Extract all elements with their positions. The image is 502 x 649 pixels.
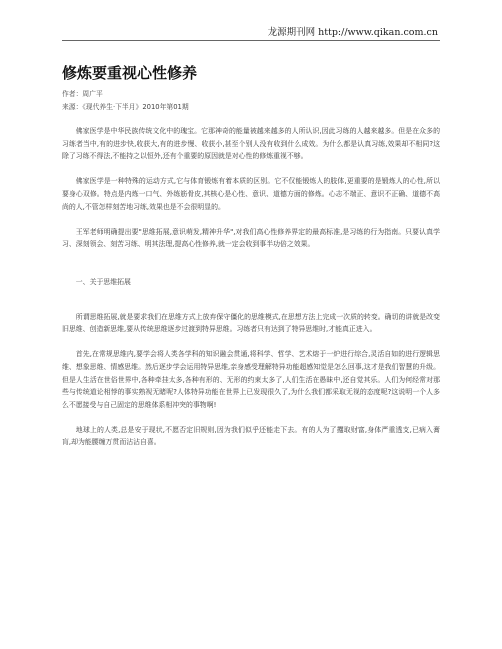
- article-body: [62, 125, 440, 449]
- site-header: 龙源期刊网 http://www.qikan.com.cn: [267, 27, 438, 38]
- source-line: 来源：《现代养生·下半月》2010年第01期: [62, 103, 189, 111]
- author-line: 作者：周广平: [62, 90, 103, 98]
- section-heading: 一、关于思维拓展: [75, 277, 131, 286]
- article-title: 修炼要重视心性修养: [62, 64, 198, 82]
- paragraph: 地球上的人类,总是安于现状,不愿否定旧规则,因为我们似乎还能走下去。有的人为了攫取财富,身体严重透支,已病入膏肓,却为能腰缠万贯而沾沾自喜。: [62, 425, 440, 447]
- header-divider: [62, 40, 440, 41]
- paragraph: 佛家医学是中华民族传统文化中的瑰宝。它那神奇的能量被越来越多的人所认识,因此习练的人越来越多。但是在众多的习练者当中,有的进步快,收获大,有的进步慢、收获小,甚至个别人没有收到什么成效。为什么都是认真习练,效果却不相同?这除了习练不得法,不能持之以恒外,还有个重要的原因就是对心性的修炼重视不够。: [62, 127, 440, 161]
- spacer: [62, 289, 440, 311]
- paragraph: 王军老师明确提出要"思维拓展,意识萌发,精神升华",对我们高心性修养界定的最高标准,是习练的行为指南。只要认真学习、深刻领会、刻苦习练、明其法理,提高心性修养,就一定会收到事半功倍之效果。: [62, 227, 440, 249]
- paragraph: 所谓思维拓展,就是要求我们在思维方式上放弃保守僵化的思维模式,在思想方法上完成一次质的转变。确切的讲就是改变旧思维、创造新思维,要从传统思维逐步过渡到特异思维。习练者只有达到了特异思维时,才能真正进入。: [62, 312, 440, 334]
- paragraph: 佛家医学是一种特殊的运动方式,它与体育锻炼有着本质的区别。它不仅能锻炼人的肢体,更重要的是锻炼人的心性,所以要身心双修。特点是内炼一口气、外练筋骨皮,其核心是心性、意识、道德方面的修炼。心志不端正、意识不正确、道德不高尚的人,不管怎样刻苦地习练,效果也是不会很明显的。: [62, 177, 440, 211]
- paragraph: 首先,在常规思维内,要学会将人类各学科的知识融会贯通,将科学、哲学、艺术熔于一炉进行综合,灵活自如的进行逻辑思维、想象思维、情感思维。然后逐步学会运用特异思维,亲身感受理解特异功能超感知觉是怎么回事,这才是我们智慧的升级。但是人生活在世俗世界中,各种牵挂太多,各种有形的、无形的约束太多了,人们生活在愚昧中,还自觉其乐。人们为何经常对那些与传统道论相悖的事实熟视无睹呢?人体特异功能在世界上已发现很久了,为什么我们都采取无视的态度呢?这说明一个人多么不愿接受与自己固定的思维体系相冲突的事物啊!: [62, 350, 440, 409]
- spacer: [62, 251, 440, 276]
